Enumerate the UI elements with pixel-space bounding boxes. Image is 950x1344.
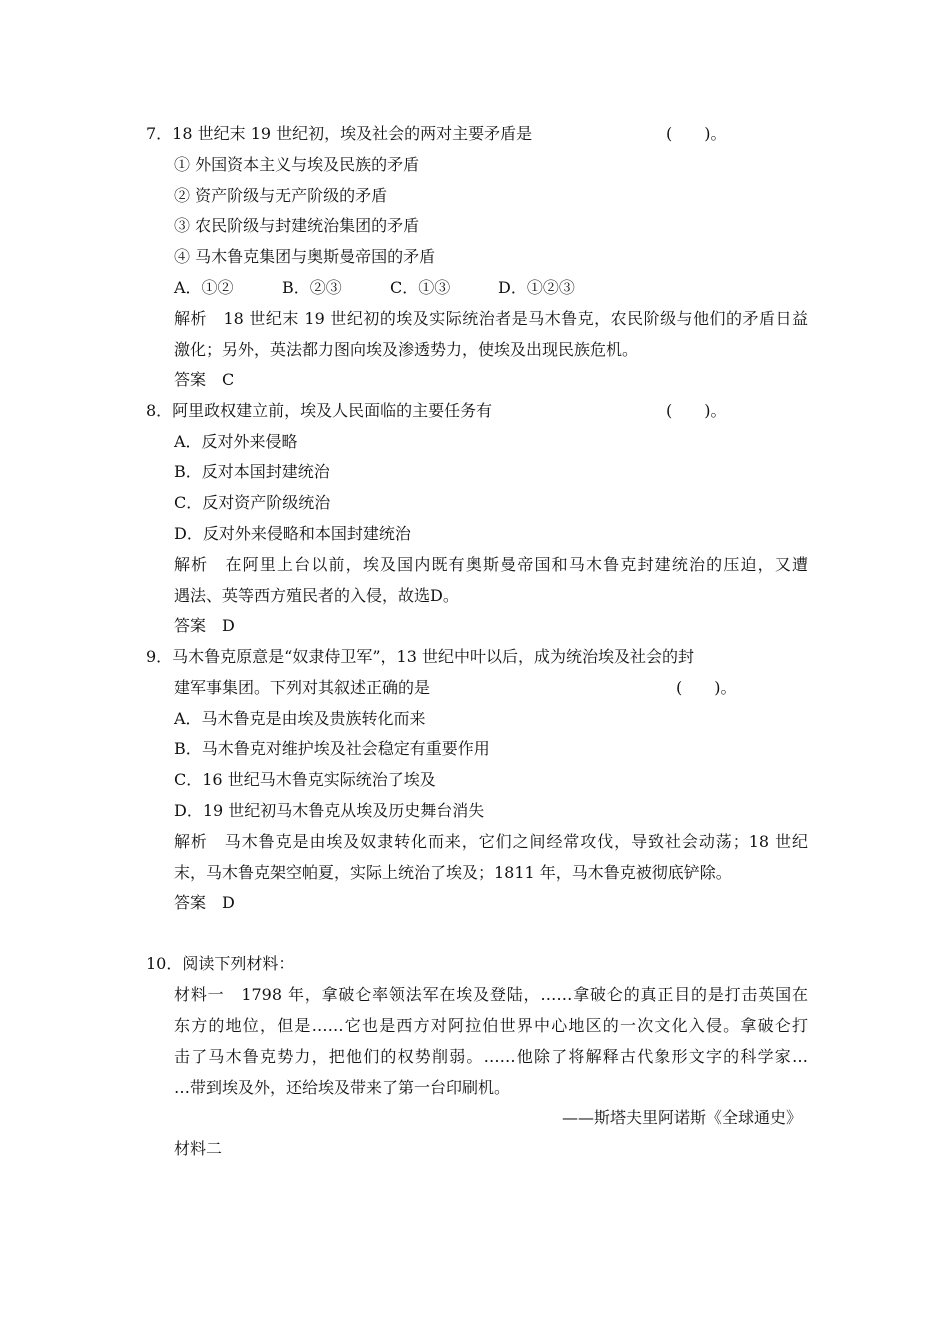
q8-stem: 8．阿里政权建立前，埃及人民面临的主要任务有	[146, 401, 493, 420]
q8-analysis-line-2: 遇法、英等西方殖民者的入侵，故选D。	[174, 586, 459, 605]
q7-analysis-line-1: 解析 18 世纪末 19 世纪初的埃及实际统治者是马木鲁克，农民阶级与他们的矛盾日益	[174, 309, 808, 328]
q10-material1-line-4: …带到埃及外，还给埃及带来了第一台印刷机。	[174, 1078, 511, 1097]
q10-material1-source: ——斯塔夫里阿诺斯《全球通史》	[561, 1108, 802, 1127]
q8-option-b: B．反对本国封建统治	[174, 462, 330, 481]
q9-option-a: A．马木鲁克是由埃及贵族转化而来	[174, 709, 426, 728]
q9-analysis-line-1: 解析 马木鲁克是由埃及奴隶转化而来，它们之间经常攻伐，导致社会动荡；18 世纪	[174, 832, 808, 851]
q7-answer: 答案 C	[174, 370, 235, 389]
q7-option-b: B．②③	[282, 278, 342, 297]
q7-analysis-line-2: 激化；另外，英法都力图向埃及渗透势力，使埃及出现民族危机。	[174, 340, 639, 359]
q9-option-b: B．马木鲁克对维护埃及社会稳定有重要作用	[174, 739, 490, 758]
q8-answer: 答案 D	[174, 616, 235, 635]
q8-option-c: C．反对资产阶级统治	[174, 493, 331, 512]
q9-answer-paren: ( )。	[676, 678, 737, 697]
q7-item-3: ③ 农民阶级与封建统治集团的矛盾	[174, 216, 420, 235]
q9-answer: 答案 D	[174, 893, 235, 912]
q7-option-c: C．①③	[390, 278, 451, 297]
q9-option-d: D．19 世纪初马木鲁克从埃及历史舞台消失	[174, 801, 485, 820]
q8-analysis-line-1: 解析 在阿里上台以前，埃及国内既有奥斯曼帝国和马木鲁克封建统治的压迫，又遭	[174, 555, 808, 574]
q7-item-2: ② 资产阶级与无产阶级的矛盾	[174, 186, 388, 205]
q9-option-c: C．16 世纪马木鲁克实际统治了埃及	[174, 770, 436, 789]
q8-answer-paren: ( )。	[666, 401, 727, 420]
q10-stem: 10．阅读下列材料：	[146, 954, 295, 973]
q9-stem-line-2: 建军事集团。下列对其叙述正确的是	[174, 678, 431, 697]
q10-material1-line-1: 材料一 1798 年，拿破仑率领法军在埃及登陆，……拿破仑的真正目的是打击英国在	[174, 985, 808, 1004]
q7-option-a: A．①②	[174, 278, 234, 297]
q10-material1-line-3: 击了马木鲁克势力，把他们的权势削弱。……他除了将解释古代象形文字的科学家…	[174, 1047, 808, 1066]
q7-answer-paren: ( )。	[666, 124, 727, 143]
q7-stem: 7．18 世纪末 19 世纪初，埃及社会的两对主要矛盾是	[146, 124, 533, 143]
q7-item-4: ④ 马木鲁克集团与奥斯曼帝国的矛盾	[174, 247, 436, 266]
q9-stem-line-1: 9．马木鲁克原意是“奴隶侍卫军”，13 世纪中叶以后，成为统治埃及社会的封	[146, 647, 694, 666]
q9-analysis-line-2: 末，马木鲁克架空帕夏，实际上统治了埃及；1811 年，马木鲁克被彻底铲除。	[174, 863, 732, 882]
q7-item-1: ① 外国资本主义与埃及民族的矛盾	[174, 155, 420, 174]
q7-option-d: D．①②③	[498, 278, 575, 297]
q8-option-d: D．反对外来侵略和本国封建统治	[174, 524, 411, 543]
q10-material1-line-2: 东方的地位，但是……它也是西方对阿拉伯世界中心地区的一次文化入侵。拿破仑打	[174, 1016, 808, 1035]
q8-option-a: A．反对外来侵略	[174, 432, 298, 451]
q10-material2-label: 材料二	[174, 1139, 223, 1158]
